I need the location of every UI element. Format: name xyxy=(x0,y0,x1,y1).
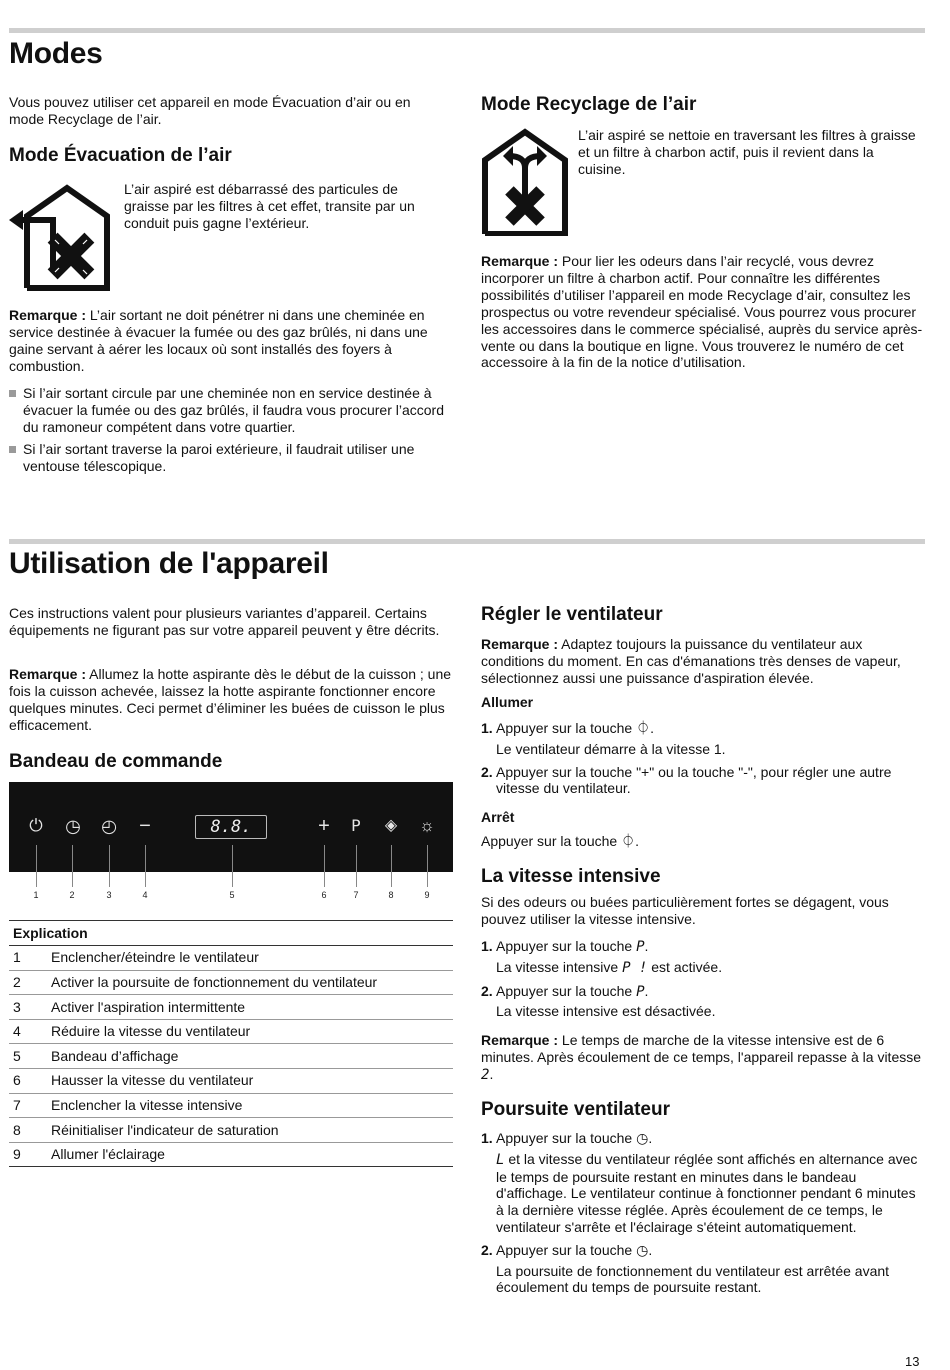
power-key-icon: ⏀ xyxy=(621,834,636,850)
list-item: 1. Appuyer sur la touche ⏀. Le ventilateur démarre à la vitesse 1. xyxy=(481,720,726,757)
leader-line xyxy=(232,845,233,887)
filter-icon: ◈ xyxy=(384,817,398,834)
explanation-table xyxy=(9,920,453,1167)
leader-line xyxy=(324,845,325,887)
plus-icon: + xyxy=(318,815,330,837)
panel-label-9: 9 xyxy=(424,890,430,900)
table-row: 6 Hausser la vitesse du ventilateur xyxy=(9,1068,453,1093)
table-row: 1 Enclencher/éteindre le ventilateur xyxy=(9,946,453,971)
table-row: 5 Bandeau d’affichage xyxy=(9,1044,453,1069)
evacuation-text: L’air aspiré est débarrassé des particules de graisse par les filtres à cet effet, transite par un conduit puis gagne l’extérieur. xyxy=(124,181,415,231)
power-key-icon: ⏀ xyxy=(636,721,651,737)
on-subtitle: Allumer xyxy=(481,694,534,710)
afterrun-title: Poursuite ventilateur xyxy=(481,1099,670,1120)
remark-label: Remarque : xyxy=(9,307,87,323)
usage-title: Utilisation de l'appareil xyxy=(9,547,329,580)
explanation-header: Explication xyxy=(9,921,453,946)
intensive-p-icon: P xyxy=(351,816,361,835)
list-item: 1. Appuyer sur la touche ◷. L et la vitesse du ventilateur réglée sont affichés en alternance avec le temps de poursuite restant en minutes dans le bandeau d'affichage. Le ventilateur continue à fonctionner pendant 6 minutes à la dernière vitesse réglée. Après écoulement de ce temps, le ventilateur s'arrête et l'éclairage s'éteint automatiquement. xyxy=(481,1130,918,1235)
evacuation-remark xyxy=(9,307,453,375)
light-icon: ☼ xyxy=(419,816,435,835)
panel-label-3: 3 xyxy=(106,890,112,900)
intensive-p-key-icon: P xyxy=(636,983,645,1000)
remark-label: Remarque : xyxy=(481,636,559,652)
table-row: 8 Réinitialiser l'indicateur de saturation xyxy=(9,1118,453,1143)
modes-intro: Vous pouvez utiliser cet appareil en mode Évacuation d’air ou en mode Recyclage de l’air. xyxy=(9,94,411,127)
timer-key-icon: ◷ xyxy=(636,1242,649,1259)
panel-label-5: 5 xyxy=(229,890,235,900)
evacuation-mode-icon xyxy=(9,184,113,292)
remark-text: Pour lier les odeurs dans l’air recyclé, vous devrez incorporer un filtre à charbon actif. Pour connaître les différentes possibilités d’utiliser l’appareil en mode Recyclage d’air, consultez les prospectus ou votre revendeur spécialisé. Vous pourrez vous procurer les accessoires dans le commerce spécialisé, auprès du service après-vente ou dans la boutique en ligne. Vous trouverez le numéro de cet accessoire à la fin de la notice d’utilisation. xyxy=(481,253,923,371)
interval-icon: ◴ xyxy=(101,816,117,836)
leader-line xyxy=(109,845,110,887)
panel-label-8: 8 xyxy=(388,890,394,900)
speed-two-icon: 2 xyxy=(481,1066,490,1083)
intensive-title: La vitesse intensive xyxy=(481,866,661,887)
recyclage-mode-icon xyxy=(481,128,569,236)
page-number: 13 xyxy=(905,1354,920,1369)
panel-label-2: 2 xyxy=(69,890,75,900)
afterrun-indicator-icon: L xyxy=(496,1151,505,1168)
table-row: 2 Activer la poursuite de fonctionnement du ventilateur xyxy=(9,970,453,995)
timer-key-icon: ◷ xyxy=(636,1131,649,1147)
usage-intro: Ces instructions valent pour plusieurs variantes d’appareil. Certains équipements ne figurant pas sur votre appareil peuvent y être décrits. xyxy=(9,605,440,638)
intensive-intro: Si des odeurs ou buées particulièrement fortes se dégagent, vous pouvez utiliser la vitesse intensive. xyxy=(481,894,889,927)
intensive-p-key-icon: P xyxy=(636,939,645,955)
list-item: 2. Appuyer sur la touche P. La vitesse intensive est désactivée. xyxy=(481,982,716,1020)
panel-label-7: 7 xyxy=(353,890,359,900)
leader-line xyxy=(72,845,73,887)
off-text: Appuyer sur la touche ⏀. xyxy=(481,833,639,850)
list-item: 2. Appuyer sur la touche ◷. La poursuite de fonctionnement du ventilateur est arrêtée avant écoulement du temps de poursuite restant. xyxy=(481,1241,890,1296)
section-rule xyxy=(9,539,925,544)
table-row: 4 Réduire la vitesse du ventilateur xyxy=(9,1019,453,1044)
control-panel-illustration xyxy=(9,782,453,872)
leader-line xyxy=(356,845,357,887)
intensive-steps xyxy=(481,938,925,1026)
intensive-remark: Remarque : Le temps de marche de la vitesse intensive est de 6 minutes. Après écoulement de ce temps, l'appareil repasse à la vitesse 2. xyxy=(481,1032,922,1083)
section-rule xyxy=(9,28,925,33)
list-item: Si l’air sortant traverse la paroi extérieure, il faudrait utiliser une ventouse télescopique. xyxy=(9,441,453,475)
afterrun-steps xyxy=(481,1130,925,1302)
recyclage-remark xyxy=(481,253,925,371)
power-icon: ⏻ xyxy=(29,816,43,835)
usage-remark xyxy=(9,666,453,734)
list-item: 1. Appuyer sur la touche P. La vitesse intensive P ! est activée. xyxy=(481,938,723,976)
ventilator-remark xyxy=(481,636,925,687)
leader-line xyxy=(36,845,37,887)
recyclage-title: Mode Recyclage de l’air xyxy=(481,94,697,115)
panel-title: Bandeau de commande xyxy=(9,751,223,772)
panel-label-4: 4 xyxy=(142,890,148,900)
list-item: 2. Appuyer sur la touche "+" ou la touche "-", pour régler une autre vitesse du ventilateur. xyxy=(481,763,892,797)
panel-label-6: 6 xyxy=(321,890,327,900)
remark-label: Remarque : xyxy=(9,666,87,682)
leader-line xyxy=(391,845,392,887)
panel-label-1: 1 xyxy=(33,890,39,900)
recyclage-text: L’air aspiré se nettoie en traversant les filtres à graisse et un filtre à charbon actif, puis il revient dans la cuisine. xyxy=(578,127,916,177)
leader-line xyxy=(427,845,428,887)
list-item: Si l’air sortant circule par une cheminée non en service destinée à évacuer la fumée ou des gaz brûlés, il faudra vous procurer l’accord du ramoneur compétent dans votre quartier. xyxy=(9,385,453,435)
table-row: 3 Activer l'aspiration intermittente xyxy=(9,995,453,1020)
ventilator-title: Régler le ventilateur xyxy=(481,604,663,625)
remark-text: Adaptez toujours la puissance du ventilateur aux conditions du moment. En cas d'émanations très denses de vapeur, sélectionnez aussi une puissance d'aspiration élevée. xyxy=(481,636,901,686)
remark-label: Remarque : xyxy=(481,1032,559,1048)
table-row: 7 Enclencher la vitesse intensive xyxy=(9,1093,453,1118)
intensive-indicator-icon: P ! xyxy=(622,959,648,976)
on-steps xyxy=(481,720,925,803)
timer-icon: ◷ xyxy=(65,816,81,836)
evacuation-title: Mode Évacuation de l’air xyxy=(9,145,232,166)
leader-line xyxy=(145,845,146,887)
display-readout: 8.8. xyxy=(195,815,267,839)
remark-text: Allumez la hotte aspirante dès le début de la cuisson ; une fois la cuisson achevée, laissez la hotte aspirante fonctionner encore quelques minutes. Ceci permet d’éliminer les buées de cuisson le plus efficacement. xyxy=(9,666,452,733)
minus-icon: − xyxy=(139,815,151,837)
off-subtitle: Arrêt xyxy=(481,809,515,825)
modes-title: Modes xyxy=(9,37,103,70)
table-row: 9 Allumer l'éclairage xyxy=(9,1142,453,1167)
evacuation-bullets xyxy=(9,385,453,481)
remark-text: L’air sortant ne doit pénétrer ni dans une cheminée en service destinée à évacuer la fumée ou des gaz brûlés, ni dans une gaine servant à aérer les locaux où sont installés des foyers à combustion. xyxy=(9,307,428,374)
remark-label: Remarque : xyxy=(481,253,559,269)
